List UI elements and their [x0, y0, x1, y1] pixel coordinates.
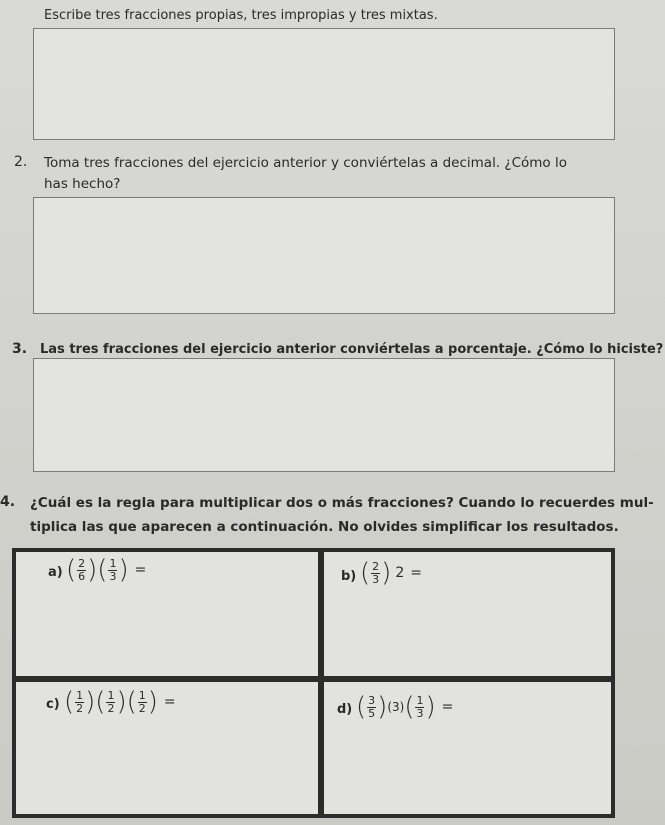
q2-answer-box[interactable]	[33, 197, 615, 314]
exercise-c-expression: ( $\frac{1}{2}$ )( $\frac{1}{2}$ )( $\frac{1}{2}$ ) =	[64, 687, 176, 717]
q2-line2: has hecho?	[44, 176, 121, 192]
q2-number: 2.	[14, 154, 28, 170]
exercise-d-expression: ( $\frac{3}{5}$ ) (3) ( $\frac{1}{3}$ ) =	[356, 692, 454, 722]
exercise-a-label: a)	[48, 565, 63, 580]
exercise-b-expression: ( $\frac{2}{3}$ ) 2 =	[360, 558, 422, 588]
q3-text: Las tres fracciones del ejercicio anterior conviértelas a porcentaje. ¿Cómo lo hiciste?	[40, 342, 664, 357]
exercise-grid	[12, 548, 615, 818]
q4-line2: tiplica las que aparecen a continuación. No olvides simplificar los resultados.	[30, 519, 619, 535]
exercise-c-label: c)	[46, 697, 60, 712]
exercise-d-label: d)	[337, 702, 353, 717]
q1-text: Escribe tres fracciones propias, tres impropias y tres mixtas.	[44, 8, 438, 23]
q3-number: 3.	[12, 341, 28, 357]
q4-number: 4.	[0, 494, 16, 510]
exercise-b-label: b)	[341, 569, 357, 584]
exercise-a-expression: ( $\frac{2}{6}$ )( $\frac{1}{3}$ ) =	[66, 555, 147, 585]
q1-answer-box[interactable]	[33, 28, 615, 140]
q4-line1: ¿Cuál es la regla para multiplicar dos o más fracciones? Cuando lo recuerdes mul-	[30, 495, 654, 511]
q2-line1: Toma tres fracciones del ejercicio anterior y conviértelas a decimal. ¿Cómo lo	[44, 155, 567, 171]
q3-answer-box[interactable]	[33, 358, 615, 472]
